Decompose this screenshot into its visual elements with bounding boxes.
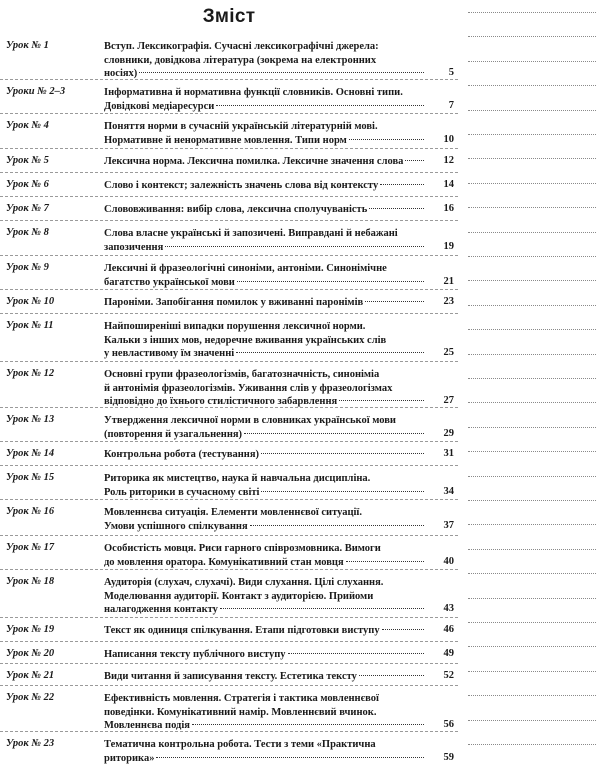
lesson-title-text: Аудиторія (слухач, слухачі). Види слухання. Цілі слухання. bbox=[104, 577, 384, 588]
leader-dots bbox=[365, 301, 424, 302]
leader-dots bbox=[237, 281, 424, 282]
lesson-number: Урок № 19 bbox=[6, 624, 55, 635]
page-number: 5 bbox=[448, 67, 454, 79]
lesson-title-line bbox=[104, 648, 426, 662]
lesson-title-line bbox=[104, 590, 426, 604]
toc-entry[interactable] bbox=[0, 203, 458, 217]
lesson-title-text: Слово і контекст; залежність значень слова від контексту bbox=[104, 180, 379, 191]
page-number: 27 bbox=[443, 395, 454, 407]
entry-divider bbox=[0, 663, 458, 664]
leader-dots bbox=[216, 105, 424, 106]
lesson-title bbox=[104, 448, 426, 462]
entry-divider bbox=[0, 220, 458, 221]
entry-divider bbox=[0, 172, 458, 173]
lesson-title bbox=[104, 414, 426, 441]
lesson-number: Урок № 10 bbox=[6, 296, 55, 307]
lesson-title-line bbox=[104, 368, 426, 382]
entry-divider bbox=[0, 465, 458, 466]
lesson-title-line bbox=[104, 472, 426, 486]
note-line bbox=[468, 329, 596, 330]
lesson-title-line bbox=[104, 556, 426, 570]
lesson-number: Урок № 11 bbox=[6, 320, 54, 331]
lesson-number: Урок № 8 bbox=[6, 227, 49, 238]
toc-entry[interactable] bbox=[0, 472, 458, 499]
lesson-number: Урок № 15 bbox=[6, 472, 55, 483]
lesson-number: Урок № 1 bbox=[6, 40, 49, 51]
lesson-title-text: (повторення й узагальнення) bbox=[104, 428, 243, 440]
entry-divider bbox=[0, 617, 458, 618]
lesson-title-line bbox=[104, 506, 426, 520]
lesson-title-text: Ефективність мовлення. Стратегія і тактика мовленнєвої bbox=[104, 693, 379, 704]
toc-entry[interactable] bbox=[0, 648, 458, 662]
leader-dots bbox=[261, 491, 424, 492]
leader-dots bbox=[236, 352, 424, 353]
lesson-title-text: носіях) bbox=[104, 68, 138, 80]
entry-divider bbox=[0, 407, 458, 408]
lesson-number: Урок № 4 bbox=[6, 120, 49, 131]
note-line bbox=[468, 85, 596, 86]
lesson-title bbox=[104, 179, 426, 193]
lesson-title-text: до мовлення оратора. Комунікативний стан мовця bbox=[104, 556, 344, 568]
lesson-title bbox=[104, 262, 426, 289]
toc-entry[interactable] bbox=[0, 368, 458, 409]
leader-dots bbox=[339, 400, 424, 401]
note-line bbox=[468, 549, 596, 550]
lesson-title-line bbox=[104, 448, 426, 462]
entry-divider bbox=[0, 79, 458, 80]
page-number: 25 bbox=[443, 347, 454, 359]
note-line bbox=[468, 110, 596, 111]
lesson-number: Урок № 6 bbox=[6, 179, 49, 190]
lesson-title-text: Утвердження лексичної норми в словниках української мови bbox=[104, 415, 396, 426]
page-number: 52 bbox=[443, 670, 454, 681]
toc-entry[interactable] bbox=[0, 262, 458, 289]
entry-divider bbox=[0, 441, 458, 442]
lesson-number: Урок № 22 bbox=[6, 692, 55, 703]
page-number: 12 bbox=[443, 155, 454, 166]
lesson-title-line bbox=[104, 155, 426, 169]
lesson-title-line bbox=[104, 670, 426, 684]
lesson-title-line bbox=[104, 738, 426, 752]
entry-divider bbox=[0, 113, 458, 114]
lesson-title bbox=[104, 472, 426, 499]
page-number: 21 bbox=[443, 275, 454, 287]
page-number: 59 bbox=[443, 751, 454, 763]
lesson-title-line bbox=[104, 179, 426, 193]
lesson-title-text: відповідно до їхнього стилістичного забарвлення bbox=[104, 396, 338, 408]
lesson-number: Урок № 7 bbox=[6, 203, 49, 214]
leader-dots bbox=[250, 525, 424, 526]
leader-dots bbox=[261, 453, 424, 454]
lesson-title-line bbox=[104, 227, 426, 241]
lesson-title-line bbox=[104, 752, 426, 765]
lesson-title-text: риторика» bbox=[104, 752, 155, 764]
lesson-title-text: Інформативна й нормативна функції словників. Основні типи. bbox=[104, 87, 403, 98]
page-number: 37 bbox=[443, 519, 454, 531]
entry-divider bbox=[0, 569, 458, 570]
note-line bbox=[468, 207, 596, 208]
lesson-title-line bbox=[104, 100, 426, 114]
lesson-title-line bbox=[104, 54, 426, 68]
lesson-title-text: Слова власне українські й запозичені. Виправдані й небажані bbox=[104, 228, 398, 239]
note-line bbox=[468, 305, 596, 306]
lesson-number: Урок № 23 bbox=[6, 738, 55, 749]
lesson-number: Урок № 13 bbox=[6, 414, 55, 425]
leader-dots bbox=[244, 433, 424, 434]
lesson-title bbox=[104, 227, 426, 254]
page-number: 7 bbox=[448, 99, 454, 111]
note-line bbox=[468, 402, 596, 403]
note-line bbox=[468, 378, 596, 379]
page-number: 43 bbox=[443, 603, 454, 615]
lesson-title-text: Довідкові медіаресурси bbox=[104, 100, 215, 112]
note-line bbox=[468, 134, 596, 135]
lesson-title-text: Контрольна робота (тестування) bbox=[104, 449, 260, 460]
lesson-number: Урок № 21 bbox=[6, 670, 55, 681]
lesson-number: Урок № 17 bbox=[6, 542, 55, 553]
lesson-title-text: Мовленнєва ситуація. Елементи мовленнєвої ситуації. bbox=[104, 507, 362, 518]
toc-entry[interactable] bbox=[0, 624, 458, 638]
note-line bbox=[468, 36, 596, 37]
note-line bbox=[468, 646, 596, 647]
lesson-title-line bbox=[104, 576, 426, 590]
leader-dots bbox=[165, 246, 424, 247]
lesson-title-line bbox=[104, 520, 426, 534]
leader-dots bbox=[156, 757, 424, 758]
lesson-number: Урок № 9 bbox=[6, 262, 49, 273]
lesson-title bbox=[104, 576, 426, 617]
entry-divider bbox=[0, 535, 458, 536]
page-number: 31 bbox=[443, 448, 454, 459]
toc-entry[interactable] bbox=[0, 86, 458, 113]
page-number: 16 bbox=[443, 203, 454, 214]
lesson-title-text: Мовленнєва подія bbox=[104, 720, 190, 732]
lesson-title-line bbox=[104, 120, 426, 134]
lesson-title-text: Слововживання: вибір слова, лексична сполучуваність bbox=[104, 204, 368, 215]
page-number: 49 bbox=[443, 648, 454, 659]
lesson-title-line bbox=[104, 134, 426, 148]
toc-entry[interactable] bbox=[0, 542, 458, 569]
lesson-title bbox=[104, 506, 426, 533]
entry-divider bbox=[0, 313, 458, 314]
lesson-title-text: Вступ. Лексикографія. Сучасні лексикографічні джерела: bbox=[104, 41, 379, 52]
leader-dots bbox=[405, 160, 424, 161]
lesson-title-text: багатство української мови bbox=[104, 276, 235, 288]
lesson-title-line bbox=[104, 414, 426, 428]
lesson-title-text: Особистість мовця. Риси гарного співрозмовника. Вимоги bbox=[104, 543, 381, 554]
leader-dots bbox=[382, 629, 424, 630]
lesson-number: Уроки № 2–3 bbox=[6, 86, 66, 97]
lesson-title bbox=[104, 320, 426, 361]
toc-entry[interactable] bbox=[0, 320, 458, 361]
lesson-title-text: Пароніми. Запобігання помилок у вживанні паронімів bbox=[104, 297, 364, 308]
lesson-title-text: й антонімія фразеологізмів. Уживання слів у фразеологізмах bbox=[104, 382, 393, 394]
lesson-number: Урок № 20 bbox=[6, 648, 55, 659]
lesson-title-line bbox=[104, 542, 426, 556]
lesson-title-text: Основні групи фразеологізмів, багатозначність, синоніміа bbox=[104, 369, 380, 380]
note-line bbox=[468, 573, 596, 574]
lesson-title-line bbox=[104, 428, 426, 442]
lesson-number: Урок № 5 bbox=[6, 155, 49, 166]
leader-dots bbox=[192, 724, 424, 725]
lesson-title-line bbox=[104, 296, 426, 310]
lesson-title-line bbox=[104, 624, 426, 638]
note-line bbox=[468, 12, 596, 13]
note-line bbox=[468, 354, 596, 355]
lesson-title bbox=[104, 86, 426, 113]
lesson-title-line bbox=[104, 382, 426, 396]
toc-entry[interactable] bbox=[0, 179, 458, 193]
toc-entry[interactable] bbox=[0, 506, 458, 533]
entry-divider bbox=[0, 148, 458, 149]
lesson-title bbox=[104, 120, 426, 147]
note-line bbox=[468, 61, 596, 62]
leader-dots bbox=[346, 561, 424, 562]
note-line bbox=[468, 280, 596, 281]
leader-dots bbox=[349, 139, 424, 140]
note-line bbox=[468, 158, 596, 159]
lesson-title bbox=[104, 296, 426, 310]
lesson-title-text: запозичення bbox=[104, 241, 164, 253]
lesson-title-line bbox=[104, 692, 426, 706]
note-line bbox=[468, 622, 596, 623]
entry-divider bbox=[0, 289, 458, 290]
entry-divider bbox=[0, 361, 458, 362]
lesson-title bbox=[104, 40, 426, 81]
lesson-title-text: Види читання й записування тексту. Естетика тексту bbox=[104, 671, 357, 682]
note-line bbox=[468, 476, 596, 477]
toc-entry[interactable] bbox=[0, 120, 458, 147]
lesson-title-line bbox=[104, 347, 426, 361]
lesson-title-text: у невластивому їм значенні bbox=[104, 348, 235, 360]
lesson-title-line bbox=[104, 706, 426, 720]
lesson-title bbox=[104, 624, 426, 638]
toc-entry[interactable] bbox=[0, 576, 458, 617]
lesson-title-text: налагодження контакту bbox=[104, 604, 218, 616]
note-line bbox=[468, 720, 596, 721]
lesson-title-line bbox=[104, 486, 426, 500]
page-number: 34 bbox=[443, 485, 454, 497]
note-line bbox=[468, 598, 596, 599]
lesson-title-line bbox=[104, 276, 426, 290]
leader-dots bbox=[288, 653, 425, 654]
lesson-title bbox=[104, 368, 426, 409]
lesson-title-line bbox=[104, 262, 426, 276]
lesson-number: Урок № 18 bbox=[6, 576, 55, 587]
note-line bbox=[468, 256, 596, 257]
entry-divider bbox=[0, 731, 458, 732]
lesson-title-text: Тематична контрольна робота. Тести з теми «Практична bbox=[104, 739, 376, 750]
page-number: 46 bbox=[443, 624, 454, 635]
lesson-title-text: Поняття норми в сучасній українській літературній мові. bbox=[104, 121, 378, 132]
entry-divider bbox=[0, 499, 458, 500]
lesson-title-text: словники, довідкова література (зокрема на електронних bbox=[104, 54, 377, 66]
toc-entry[interactable] bbox=[0, 227, 458, 254]
page-number: 56 bbox=[443, 719, 454, 731]
lesson-title-line bbox=[104, 86, 426, 100]
lesson-title-line bbox=[104, 603, 426, 617]
lesson-title-line bbox=[104, 334, 426, 348]
lesson-title bbox=[104, 155, 426, 169]
toc-entry[interactable] bbox=[0, 40, 458, 81]
leader-dots bbox=[139, 72, 424, 73]
lesson-number: Урок № 12 bbox=[6, 368, 55, 379]
note-line bbox=[468, 500, 596, 501]
note-line bbox=[468, 183, 596, 184]
page-number: 40 bbox=[443, 555, 454, 567]
lesson-title-text: Кальки з інших мов, недоречне вживання українських слів bbox=[104, 334, 387, 346]
lesson-title-text: Лексичні й фразеологічні синоніми, антоніми. Синонімічне bbox=[104, 263, 387, 274]
lesson-title-text: Найпоширеніші випадки порушення лексичної норми. bbox=[104, 321, 366, 332]
lesson-title bbox=[104, 670, 426, 684]
lesson-title bbox=[104, 692, 426, 733]
page-number: 10 bbox=[443, 133, 454, 145]
lesson-title-text: Текст як одиниця спілкування. Етапи підготовки виступу bbox=[104, 625, 380, 636]
lesson-title-text: Умови успішного спілкування bbox=[104, 520, 248, 532]
toc-entry[interactable] bbox=[0, 414, 458, 441]
page-number: 29 bbox=[443, 427, 454, 439]
note-line bbox=[468, 524, 596, 525]
note-line bbox=[468, 232, 596, 233]
notes-column bbox=[468, 0, 600, 761]
lesson-title-text: поведінки. Комунікативний намір. Мовленнєвий вчинок. bbox=[104, 706, 377, 718]
page-number: 23 bbox=[443, 296, 454, 307]
entry-divider bbox=[0, 196, 458, 197]
lesson-number: Урок № 16 bbox=[6, 506, 55, 517]
lesson-title-text: Моделювання аудиторії. Контакт з аудиторією. Прийоми bbox=[104, 590, 374, 602]
toc-entry[interactable] bbox=[0, 692, 458, 733]
lesson-title-text: Роль риторики в сучасному світі bbox=[104, 486, 260, 498]
lesson-title-text: Нормативне й ненормативне мовлення. Типи норм bbox=[104, 134, 347, 146]
lesson-title-text: Риторика як мистецтво, наука й навчальна дисципліна. bbox=[104, 473, 371, 484]
leader-dots bbox=[359, 675, 424, 676]
entry-divider bbox=[0, 255, 458, 256]
lesson-number: Урок № 14 bbox=[6, 448, 55, 459]
toc-entry[interactable] bbox=[0, 155, 458, 169]
toc-entry[interactable] bbox=[0, 296, 458, 310]
leader-dots bbox=[220, 608, 424, 609]
page-number: 14 bbox=[443, 179, 454, 190]
entry-divider bbox=[0, 641, 458, 642]
lesson-title-line bbox=[104, 320, 426, 334]
lesson-title-text: Написання тексту публічного виступу bbox=[104, 649, 286, 660]
leader-dots bbox=[369, 208, 424, 209]
toc-entry[interactable] bbox=[0, 670, 458, 684]
note-line bbox=[468, 451, 596, 452]
page-number: 19 bbox=[443, 240, 454, 252]
lesson-title-line bbox=[104, 203, 426, 217]
leader-dots bbox=[380, 184, 424, 185]
lesson-title-text: Лексична норма. Лексична помилка. Лексичне значення слова bbox=[104, 156, 404, 167]
toc-entry[interactable] bbox=[0, 448, 458, 462]
page-title: Зміст bbox=[202, 6, 256, 27]
note-line bbox=[468, 671, 596, 672]
lesson-title bbox=[104, 648, 426, 662]
lesson-title bbox=[104, 542, 426, 569]
note-line bbox=[468, 695, 596, 696]
note-line bbox=[468, 427, 596, 428]
note-line bbox=[468, 744, 596, 745]
lesson-title-line bbox=[104, 40, 426, 54]
lesson-title bbox=[104, 203, 426, 217]
lesson-title-line bbox=[104, 241, 426, 255]
entry-divider bbox=[0, 685, 458, 686]
